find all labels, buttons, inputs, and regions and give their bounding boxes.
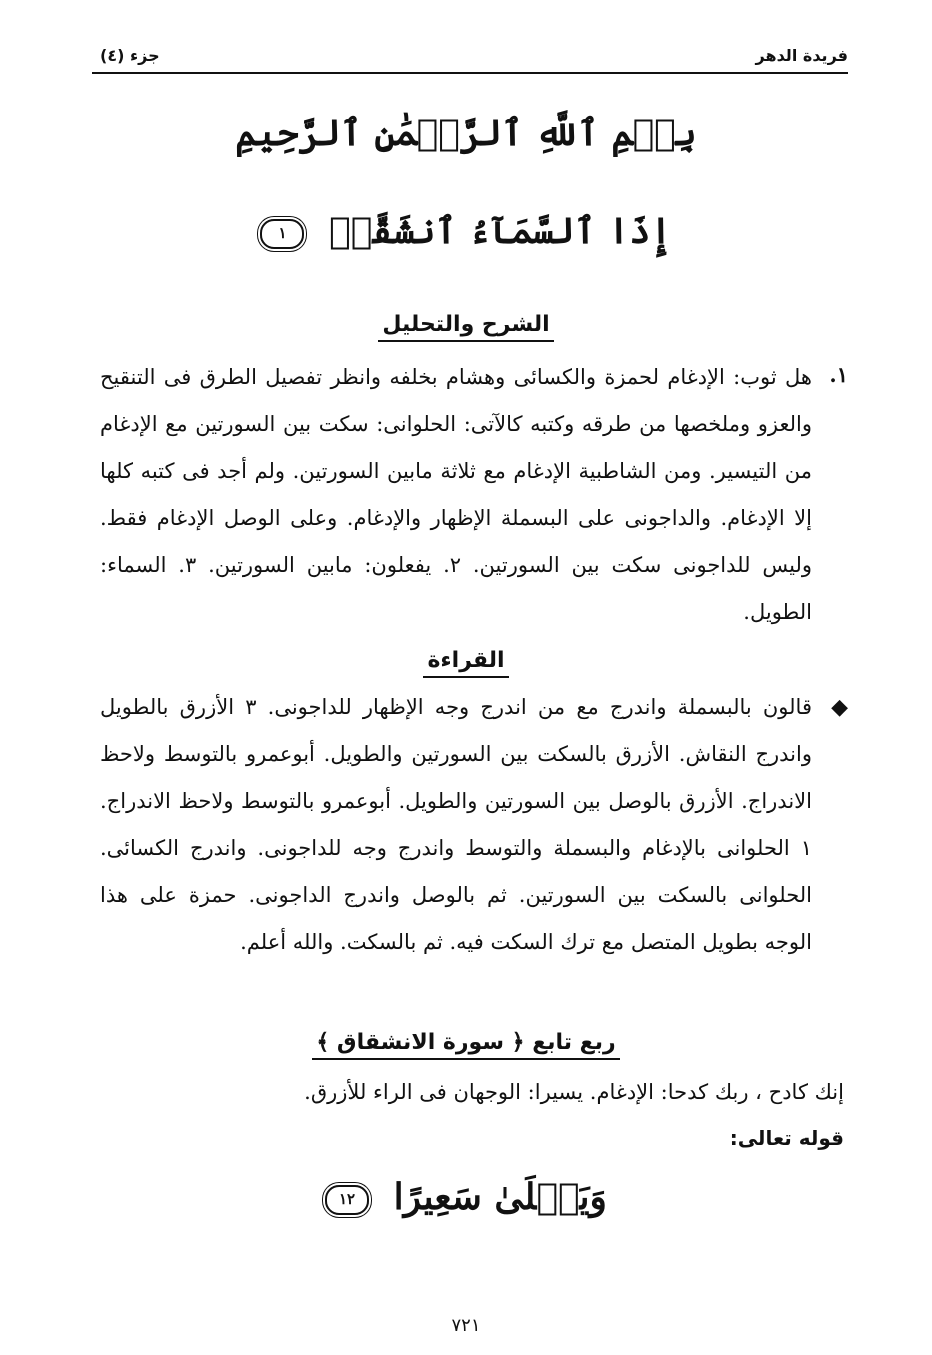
sharh-paragraph: هل ثوب: الإدغام لحمزة والكسائى وهشام بخلفه وانظر تفصيل الطرق فى التنقيح والعزو وملخصها من طرقه وكتبه كالآتى: الحلوانى: سكت بين السورتين مع الإدغام من التيسير. ومن الشاطبية الإدغام مع ثلاثة مابين السورتين. ولم أجد فى كتبه كلها إلا الإدغام. والداجونى على البسملة الإظهار والإدغام. وعلى الوصل الإدغام فقط. وليس للداجونى سكت بين السورتين. ٢. يفعلون: مابين السورتين. ٣. السماء: الطويل. bbox=[100, 365, 812, 624]
ayah-number-marker: ١ bbox=[260, 219, 304, 249]
rub-heading-text: ربع تابع ﴿ سورة الانشقاق ﴾ bbox=[312, 1030, 619, 1060]
verse-1-text: إِذَا ٱلسَّمَآءُ ٱنشَقَّتۡ bbox=[329, 210, 672, 252]
sharh-heading-text: الشرح والتحليل bbox=[378, 312, 553, 342]
qiraa-heading-text: القراءة bbox=[423, 648, 508, 678]
sharh-number: ١. bbox=[829, 362, 848, 387]
page-number: ٧٢١ bbox=[451, 1315, 481, 1336]
qawluhu-label: قوله تعالى: bbox=[729, 1126, 844, 1150]
verse-12 bbox=[0, 1176, 932, 1218]
rub-heading bbox=[0, 1030, 932, 1055]
running-header bbox=[92, 38, 848, 74]
qiraa-paragraph: قالون بالبسملة واندرج مع من اندرج وجه الإظهار للداجونى. ٣ الأزرق بالطويل واندرج النقاش. الأزرق بالسكت بين السورتين والطويل. أبوعمرو بالتوسط ولاحظ الاندراج. الأزرق بالوصل بين السورتين والطويل. أبوعمرو بالتوسط ولاحظ الاندراج. ١ الحلوانى بالإدغام والبسملة والتوسط واندرج وجه للداجونى. واندرج الكسائى. الحلوانى بالسكت بين السورتين. ثم بالوصل واندرج الداجونى. حمزة على هذا الوجه بطويل المتصل مع ترك السكت فيه. ثم بالسكت. والله أعلم. bbox=[100, 695, 812, 954]
ayah-number-marker: ١٢ bbox=[325, 1185, 369, 1215]
verse-1 bbox=[0, 210, 932, 252]
inka-line: إنك كادح ، ربك كدحا: الإدغام. يسيرا: الوجهان فى الراء للأزرق. bbox=[304, 1080, 844, 1104]
qiraa-heading bbox=[0, 648, 932, 673]
verse-12-text: وَيَصۡلَىٰ سَعِيرًا bbox=[393, 1176, 607, 1218]
book-title: فريدة الدهر bbox=[755, 46, 848, 65]
diamond-bullet-icon: ◆ bbox=[831, 694, 848, 720]
part-label: جزء (٤) bbox=[100, 46, 160, 65]
basmala: بِسۡمِ ٱللَّهِ ٱلرَّحۡمَٰنِ ٱلرَّحِيمِ bbox=[235, 112, 697, 154]
sharh-heading bbox=[0, 312, 932, 337]
